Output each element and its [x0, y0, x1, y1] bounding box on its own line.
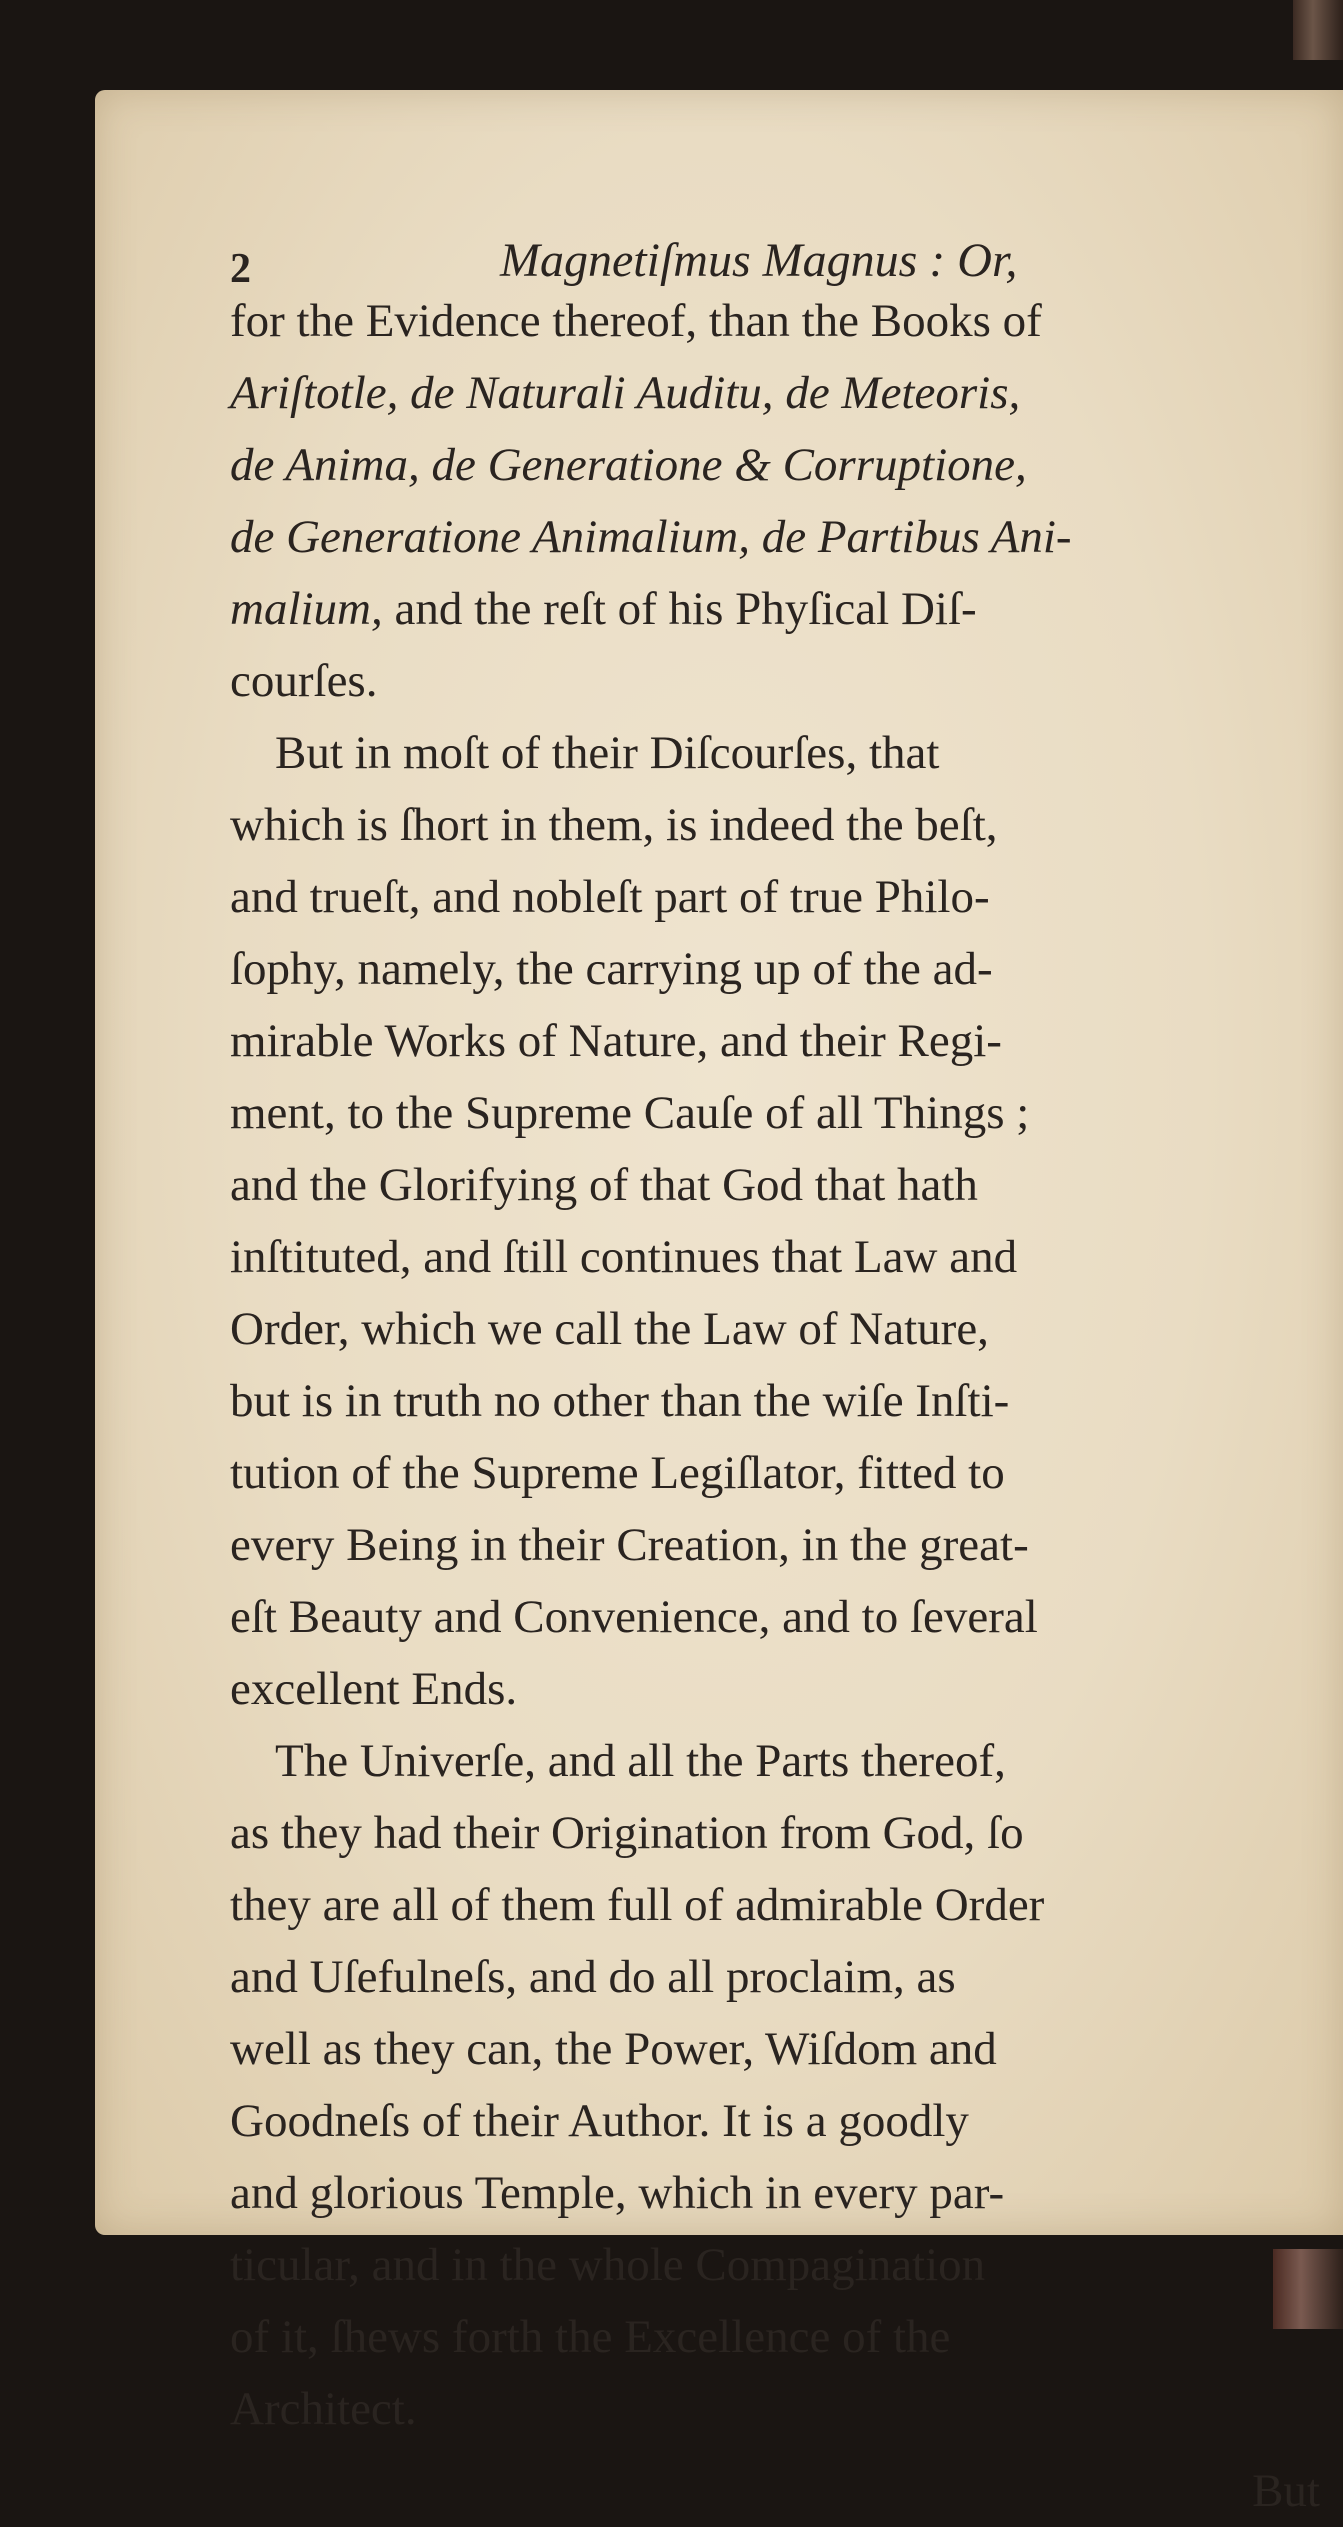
text-line	[230, 1149, 1330, 1221]
text-line	[230, 2157, 1330, 2229]
italic-segment: de Generatione & Corruptione,	[431, 439, 1027, 491]
page-text	[230, 225, 1330, 2527]
text-segment	[750, 511, 762, 563]
text-segment: every Being in their Creation, in the great-	[230, 1519, 1029, 1571]
text-line	[230, 789, 1330, 861]
text-line	[230, 1653, 1330, 1725]
text-segment: and the reſt of his Phyſical Diſ-	[382, 583, 977, 635]
text-line	[230, 357, 1330, 429]
text-line	[230, 1365, 1330, 1437]
body-text	[230, 285, 1330, 2445]
text-segment: they are all of them full of admirable Order	[230, 1879, 1045, 1931]
text-line	[230, 2301, 1330, 2373]
text-line	[230, 429, 1330, 501]
text-line	[230, 1797, 1330, 1869]
text-line	[230, 573, 1330, 645]
text-line	[230, 2373, 1330, 2445]
text-line	[230, 2085, 1330, 2157]
text-segment: of it, ſhews forth the Excellence of the	[230, 2311, 951, 2363]
italic-segment: de Partibus Ani-	[761, 511, 1072, 563]
italic-segment: de Generatione Animalium,	[230, 511, 750, 563]
text-segment: mirable Works of Nature, and their Regi-	[230, 1015, 1002, 1067]
text-segment: but is in truth no other than the wiſe Inſti-	[230, 1375, 1010, 1427]
text-line	[230, 1941, 1330, 2013]
text-line	[230, 717, 1330, 789]
text-line	[230, 933, 1330, 1005]
text-segment	[774, 367, 786, 419]
text-line	[230, 501, 1330, 573]
text-segment: inſtituted, and ſtill continues that Law and	[230, 1231, 1018, 1283]
text-segment	[398, 367, 410, 419]
text-segment: and trueſt, and nobleſt part of true Philo-	[230, 871, 990, 923]
text-segment: Architect.	[230, 2383, 417, 2435]
running-head	[230, 225, 1330, 292]
text-line	[230, 1581, 1330, 1653]
text-segment: The Univerſe, and all the Parts thereof,	[275, 1735, 1006, 1787]
italic-segment: de Naturali Auditu,	[410, 367, 774, 419]
text-segment: and glorious Temple, which in every par-	[230, 2167, 1005, 2219]
text-segment: for the Evidence thereof, than the Books of	[230, 295, 1042, 347]
text-segment: ſophy, namely, the carrying up of the ad-	[230, 943, 993, 995]
text-line	[230, 645, 1330, 717]
text-line	[230, 1437, 1330, 1509]
text-segment	[420, 439, 432, 491]
text-segment: courſes.	[230, 655, 378, 707]
catchword: But	[1252, 2465, 1320, 2517]
page-number: 2	[230, 246, 251, 292]
running-title: Magnetiſmus Magnus : Or,	[500, 234, 1018, 287]
text-segment: Goodneſs of their Author. It is a goodly	[230, 2095, 969, 2147]
text-line	[230, 1005, 1330, 1077]
text-segment: ment, to the Supreme Cauſe of all Things ;	[230, 1087, 1030, 1139]
text-line	[230, 2229, 1330, 2301]
text-line	[230, 1869, 1330, 1941]
text-segment: as they had their Origination from God, ſo	[230, 1807, 1024, 1859]
text-line	[230, 1221, 1330, 1293]
text-line	[230, 2013, 1330, 2085]
text-segment: well as they can, the Power, Wiſdom and	[230, 2023, 997, 2075]
book-spine-top	[1293, 0, 1343, 60]
text-segment: excellent Ends.	[230, 1663, 518, 1715]
text-segment: which is ſhort in them, is indeed the beſt,	[230, 799, 998, 851]
text-segment: Order, which we call the Law of Nature,	[230, 1303, 989, 1355]
text-line	[230, 861, 1330, 933]
italic-segment: de Meteoris,	[785, 367, 1021, 419]
text-segment: tution of the Supreme Legiſlator, fitted to	[230, 1447, 1005, 1499]
text-line	[230, 1509, 1330, 1581]
text-segment: But in moſt of their Diſcourſes, that	[275, 727, 940, 779]
italic-segment: Ariſtotle,	[230, 367, 399, 419]
text-segment: ticular, and in the whole Compagination	[230, 2239, 986, 2291]
text-segment: and Uſefulneſs, and do all proclaim, as	[230, 1951, 956, 2003]
italic-segment: de Anima,	[230, 439, 420, 491]
text-line	[230, 1293, 1330, 1365]
text-segment: eſt Beauty and Convenience, and to ſeveral	[230, 1591, 1038, 1643]
text-line	[230, 1077, 1330, 1149]
text-line	[230, 1725, 1330, 1797]
italic-segment: malium,	[230, 583, 383, 635]
text-segment: and the Glorifying of that God that hath	[230, 1159, 978, 1211]
